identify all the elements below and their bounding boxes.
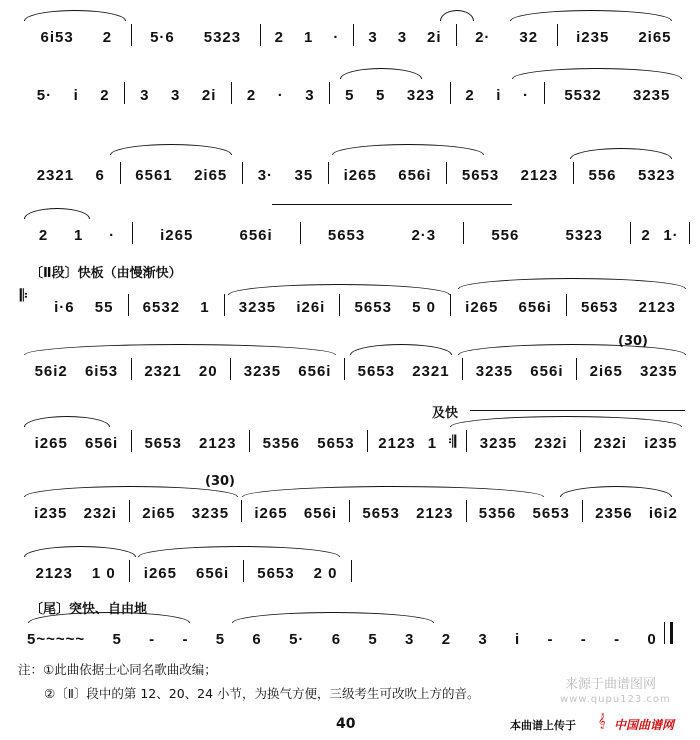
note-group: 6i53 [40,29,74,46]
note-group: 5323 [565,227,603,244]
slur [458,278,686,289]
note-group: 2 [641,227,651,244]
coda-marking: 〔尾〕突快、自由地 [30,602,148,617]
bar [576,358,690,380]
bar [128,294,224,316]
note-group: i265 [343,167,377,184]
bar [243,560,352,582]
note-group: 6 [252,631,262,648]
note-group: 556 [491,227,520,244]
bar [129,500,241,522]
note-group: 0 [647,631,657,648]
bar [22,82,124,104]
footnote-2: ②〔Ⅱ〕段中的第 12、20、24 小节，为换气方便，三级考生可改吹上方的音。 [44,686,480,701]
note-group: 3· [257,167,274,184]
slur [232,612,434,623]
note-group: 3 [478,631,488,648]
note-group: 2356 [595,505,633,522]
bar [129,560,242,582]
bar [22,162,120,184]
slur [510,10,672,21]
note-group: 5 [345,87,355,104]
note-group: 5532 [564,87,602,104]
note-group: 5 0 [412,299,436,316]
note-group: 5653 [327,227,366,244]
treble-clef-logo-icon: 𝄞 [598,714,606,729]
note-group: 3235 [632,87,671,104]
slur [512,68,682,79]
note-group: · [522,87,529,104]
note-group: 1 [303,29,314,46]
score-line-4 [22,218,690,244]
note-group: 2 [441,631,452,648]
bar [450,82,544,104]
note-group: 5356 [478,505,517,522]
bar [349,500,465,522]
slur [570,148,672,159]
note-group: · [109,227,116,244]
note-group: 656i [239,227,273,244]
note-group: 656i [298,363,332,380]
bar [131,358,230,380]
slur [110,144,232,155]
watermark-text: 来源于曲谱图网 [565,677,657,692]
note-group: i·6 [54,299,75,316]
note-group: i265 [143,565,177,582]
note-group: 2 [100,87,110,104]
note-group: i235 [34,505,68,522]
note-group: 6i53 [84,363,119,380]
note-group: 232i [83,505,117,522]
bar [367,430,466,452]
note-group: 5 [376,87,386,104]
score-line-9 [22,556,352,582]
note-group: i235 [576,29,610,46]
note-group: 5653 [317,435,355,452]
score-line-3 [22,158,690,184]
note-group: 6 [331,631,342,648]
note-group: 5·6 [150,29,175,46]
note-group: 5653 [580,299,619,316]
note-group: 2123 [520,167,559,184]
note-group: 35 [294,167,314,184]
bar [241,500,349,522]
bar-number-30: (30) [618,334,648,349]
bar [544,82,690,104]
bar [131,24,260,46]
note-group: 656i [303,505,338,522]
score-line-1 [22,20,690,46]
note-group: 656i [530,363,564,380]
note-group: i [515,631,521,648]
note-group: i [496,87,502,104]
note-group: · [333,29,340,46]
bar [124,82,231,104]
bar [22,222,132,244]
bar [580,430,690,452]
note-group: 2321 [412,363,450,380]
bar [242,162,328,184]
bar-number-30: (30) [205,474,235,489]
bar [22,500,129,522]
slur [458,344,686,355]
bar [131,430,249,452]
note-group: - [149,631,156,648]
note-group: - [614,631,621,648]
bar [582,500,690,522]
note-group: 6561 [135,167,173,184]
bar [466,500,582,522]
note-group: 3235 [243,363,282,380]
note-group: 5~~~~~ [27,631,86,648]
bar [120,162,242,184]
note-group: 2 0 [313,565,338,582]
score-line-7 [22,426,690,452]
note-group: · [277,87,284,104]
slur [450,416,682,427]
section-2-marking: 〔Ⅱ段〕快板（由慢渐快） [30,266,182,281]
note-group: 3 [368,29,378,46]
note-group: 5653 [362,505,400,522]
note-group: i26i [296,299,326,316]
note-group: 2321 [144,363,182,380]
note-group: 2·3 [411,227,437,244]
page-number: 40 [336,716,356,732]
note-group: 3235 [640,363,678,380]
note-group: 5323 [637,167,676,184]
bar [466,430,580,452]
bracket-line [272,204,512,205]
note-group: 5 [215,631,226,648]
bar [462,358,576,380]
note-group: 5653 [354,299,392,316]
note-group: 5· [36,87,53,104]
note-group: 5653 [461,167,500,184]
bar [456,24,557,46]
note-group: i265 [254,505,288,522]
note-group: i [73,87,79,104]
bar [40,294,128,316]
slur [350,344,452,355]
bar [22,560,129,582]
note-group: - [547,631,554,648]
slur [332,144,484,155]
note-group: 5653 [257,565,295,582]
bar [22,430,131,452]
note-group: 2123 [416,505,454,522]
bar [260,24,354,46]
note-group: 2i65 [638,29,672,46]
note-group: 3235 [191,505,230,522]
note-group: 32 [519,29,539,46]
bar [249,430,367,452]
score-line-10 [22,622,662,648]
bar [132,222,300,244]
bar [339,294,450,316]
note-group: 2i [427,29,442,46]
note-group: 2i65 [142,505,176,522]
bar [557,24,690,46]
slur [440,10,474,21]
note-group: 232i [593,435,627,452]
note-group: 2123 [378,435,416,452]
bar [22,358,131,380]
note-group: i265 [160,227,194,244]
note-group: 2 [246,87,257,104]
bar [230,358,344,380]
slur [228,284,450,295]
note-group: 2123 [199,435,237,452]
note-group: 656i [518,299,552,316]
note-group: 656i [85,435,119,452]
score-line-2 [22,78,690,104]
slur [24,344,336,355]
slur [242,486,544,497]
note-group: i265 [465,299,499,316]
note-group: 5356 [262,435,301,452]
bar [300,222,463,244]
note-group: i235 [644,435,678,452]
slur [560,486,672,497]
footnote-1: 注：①此曲依据士心同名歌曲改编； [18,662,217,677]
upload-credit: 本曲谱上传于 [510,719,576,732]
note-group: 1 0 [91,565,116,582]
note-group: 3235 [479,435,518,452]
bar [446,162,573,184]
note-group: 2 [38,227,49,244]
final-barline [664,622,673,644]
note-group: - [580,631,587,648]
note-group: 5 [368,631,378,648]
note-group: 3235 [238,299,277,316]
site-brand: 中国曲谱网 [614,718,675,732]
watermark-url: www.qupu123.com [560,694,671,705]
note-group: 323 [406,87,435,104]
note-group: 2 [465,87,475,104]
note-group: 5· [289,631,305,648]
bar [344,358,462,380]
note-group: 5653 [144,435,182,452]
bar [573,162,690,184]
note-group: 3 [405,631,415,648]
note-group: 6 [95,167,105,184]
note-group: 2123 [35,565,73,582]
bar [224,294,340,316]
note-group: i6i2 [648,505,678,522]
note-group: 56i2 [34,363,68,380]
note-group: 6532 [142,299,181,316]
tempo-marking-ji-kuai: 及快 [432,406,459,421]
note-group: 2i65 [589,363,623,380]
bar [353,24,455,46]
note-group: 2 [274,29,284,46]
repeat-end-sign: 𝄇 [448,432,458,451]
bar [22,24,131,46]
note-group: 5653 [532,505,570,522]
bar [450,294,566,316]
bar [566,294,690,316]
slur [24,10,126,21]
slur [24,546,136,557]
note-group: 20 [198,363,218,380]
slur [340,68,422,79]
note-group: 2 [102,29,113,46]
slur [24,416,110,427]
note-group: 2123 [638,299,676,316]
note-group: - [182,631,189,648]
note-group: 55 [94,299,114,316]
score-line-8 [22,496,690,522]
note-group: 2321 [36,167,75,184]
note-group: 656i [196,565,230,582]
bracket-line [470,410,685,411]
bar [22,626,662,648]
note-group: 656i [398,167,432,184]
note-group: 232i [534,435,568,452]
bar [630,222,690,244]
bar [329,82,449,104]
bar [328,162,446,184]
note-group: 5 [112,631,122,648]
note-group: 556 [588,167,617,184]
repeat-start-sign: 𝄆 [20,286,28,305]
note-group: 3 [171,87,181,104]
bar [231,82,329,104]
note-group: 2i [201,87,217,104]
note-group: 1· [663,227,679,244]
note-group: 1 [427,435,438,452]
note-group: 2· [475,29,491,46]
bar [463,222,630,244]
note-group: 3 [397,29,408,46]
note-group: 3 [305,87,315,104]
note-group: i265 [34,435,68,452]
note-group: 1 [200,299,210,316]
note-group: 2i65 [194,167,228,184]
slur [138,546,340,557]
slur [24,208,90,219]
note-group: 3 [140,87,150,104]
note-group: 3235 [475,363,514,380]
note-group: 5323 [203,29,242,46]
note-group: 5653 [357,363,396,380]
note-group: 1 [73,227,84,244]
score-line-6 [22,354,690,380]
